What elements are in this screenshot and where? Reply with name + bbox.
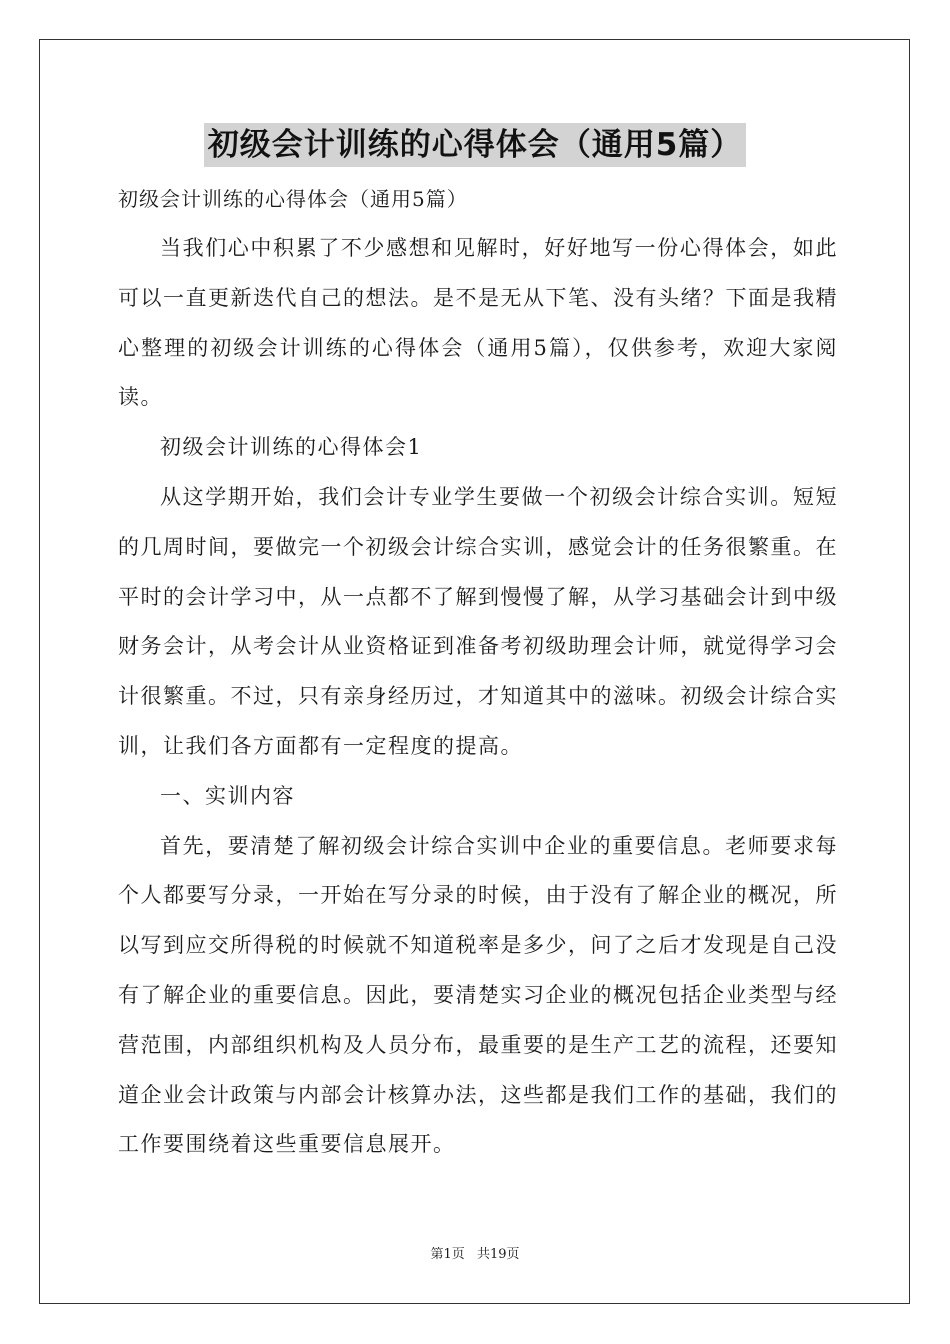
document-subtitle: 初级会计训练的心得体会（通用5篇） [118,187,468,211]
page-footer [0,1246,950,1264]
document-title: 初级会计训练的心得体会（通用5篇） [204,123,747,167]
page-number: 第1页 [430,1247,465,1262]
subsection-heading: 一、实训内容 [160,783,295,808]
document-body [118,224,838,1170]
intro-paragraph: 当我们心中积累了不少感想和见解时，好好地写一份心得体会，如此可以一直更新迭代自己的想法。是不是无从下笔、没有头绪？下面是我精心整理的初级会计训练的心得体会（通用5篇），仅供参考，欢迎大家阅读。 [118,236,838,410]
body-paragraph: 首先，要清楚了解初级会计综合实训中企业的重要信息。老师要求每个人都要写分录，一开始在写分录的时候，由于没有了解企业的概况，所以写到应交所得税的时候就不知道税率是多少，问了之后才发现是自己没有了解企业的重要信息。因此，要清楚实习企业的概况包括企业类型与经营范围，内部组织机构及人员分布，最重要的是生产工艺的流程，还要知道企业会计政策与内部会计核算办法，这些都是我们工作的基础，我们的工作要围绕着这些重要信息展开。 [118,833,838,1157]
page-total: 共19页 [476,1247,520,1262]
title-wrap [0,123,950,167]
section-heading-1: 初级会计训练的心得体会1 [160,435,423,460]
body-paragraph: 从这学期开始，我们会计专业学生要做一个初级会计综合实训。短短的几周时间，要做完一个初级会计综合实训，感觉会计的任务很繁重。在平时的会计学习中，从一点都不了解到慢慢了解，从学习基础会计到中级财务会计，从考会计从业资格证到准备考初级助理会计师，就觉得学习会计很繁重。不过，只有亲身经历过，才知道其中的滋味。初级会计综合实训，让我们各方面都有一定程度的提高。 [118,484,838,758]
